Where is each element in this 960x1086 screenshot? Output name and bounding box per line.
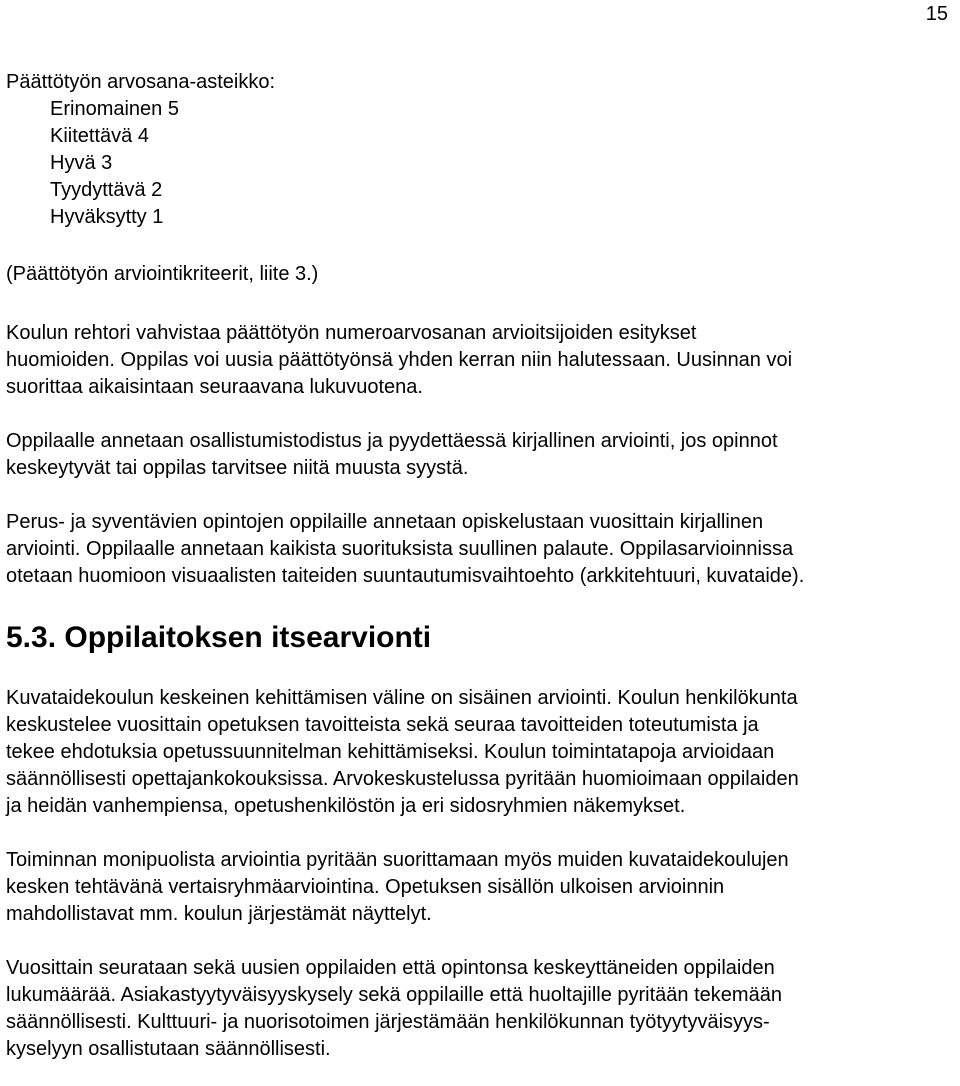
- text-line: ja heidän vanhempiensa, opetushenkilöstön ja eri sidosryhmien näkemykset.: [6, 795, 686, 817]
- text-line: Kuvataidekoulun keskeinen kehittämisen väline on sisäinen arviointi. Koulun henkilökunta: [6, 687, 798, 709]
- section-heading: 5.3. Oppilaitoksen itsearvionti: [6, 621, 432, 654]
- text-line: huomioiden. Oppilas voi uusia päättötyönsä yhden kerran niin halutessaan. Uusinnan voi: [6, 349, 793, 371]
- grading-scale-item: Tyydyttävä 2: [50, 179, 163, 201]
- grading-scale-list: [6, 96, 954, 231]
- grading-scale-item: Kiitettävä 4: [50, 125, 149, 147]
- text-line: säännöllisesti opettajankokouksissa. Arvokeskustelussa pyritään huomioimaan oppilaiden: [6, 768, 799, 790]
- text-line: Toiminnan monipuolista arviointia pyritään suorittamaan myös muiden kuvataidekoulujen: [6, 849, 789, 871]
- text-line: lukumäärää. Asiakastyytyväisyyskysely sekä oppilaille että huoltajille pyritään tekemään: [6, 984, 782, 1006]
- paragraph-participation-certificate: [6, 428, 954, 482]
- text-line: keskustelee vuosittain opetuksen tavoitteista sekä seuraa tavoitteiden toteutumista ja: [6, 714, 759, 736]
- text-line: tekee ehdotuksia opetussuunnitelman kehittämiseksi. Koulun toimintatapoja arvioidaan: [6, 741, 775, 763]
- grading-criteria-note: (Päättötyön arviointikriteerit, liite 3.): [6, 263, 319, 285]
- text-line: keskeytyvät tai oppilas tarvitsee niitä muusta syystä.: [6, 457, 469, 479]
- text-line: säännöllisesti. Kulttuuri- ja nuorisotoimen järjestämään henkilökunnan työtyytyväisyys-: [6, 1011, 770, 1033]
- grading-scale-item: Hyvä 3: [50, 152, 113, 174]
- text-line: Perus- ja syventävien opintojen oppilaille annetaan opiskelustaan vuosittain kirjallinen: [6, 511, 764, 533]
- paragraph-grade-confirmation: [6, 320, 954, 401]
- text-line: kesken tehtävänä vertaisryhmäarviointina. Opetuksen sisällön ulkoisen arvioinnin: [6, 876, 725, 898]
- page-number: 15: [925, 3, 948, 25]
- text-line: Koulun rehtori vahvistaa päättötyön numeroarvosanan arvioitsijoiden esitykset: [6, 322, 697, 344]
- paragraph-peer-evaluation: [6, 847, 954, 928]
- document-body: [6, 69, 954, 1063]
- text-line: Vuosittain seurataan sekä uusien oppilaiden että opintonsa keskeyttäneiden oppilaiden: [6, 957, 775, 979]
- grading-scale-heading: Päättötyön arvosana-asteikko:: [6, 71, 276, 93]
- paragraph-annual-assessment: [6, 509, 954, 590]
- text-line: arviointi. Oppilaalle annetaan kaikista suorituksista suullinen palaute. Oppilasarvioinnissa: [6, 538, 794, 560]
- text-line: otetaan huomioon visuaalisten taiteiden suuntautumisvaihtoehto (arkkitehtuuri, kuvataide).: [6, 565, 805, 587]
- grading-scale-item: Erinomainen 5: [50, 98, 179, 120]
- text-line: kyselyyn osallistutaan säännöllisesti.: [6, 1038, 331, 1060]
- grading-scale-item: Hyväksytty 1: [50, 206, 164, 228]
- text-line: suorittaa aikaisintaan seuraavana lukuvuotena.: [6, 376, 423, 398]
- paragraph-internal-evaluation: [6, 685, 954, 820]
- paragraph-follow-up: [6, 955, 954, 1063]
- text-line: Oppilaalle annetaan osallistumistodistus ja pyydettäessä kirjallinen arviointi, jos opinnot: [6, 430, 778, 452]
- text-line: mahdollistavat mm. koulun järjestämät näyttelyt.: [6, 903, 432, 925]
